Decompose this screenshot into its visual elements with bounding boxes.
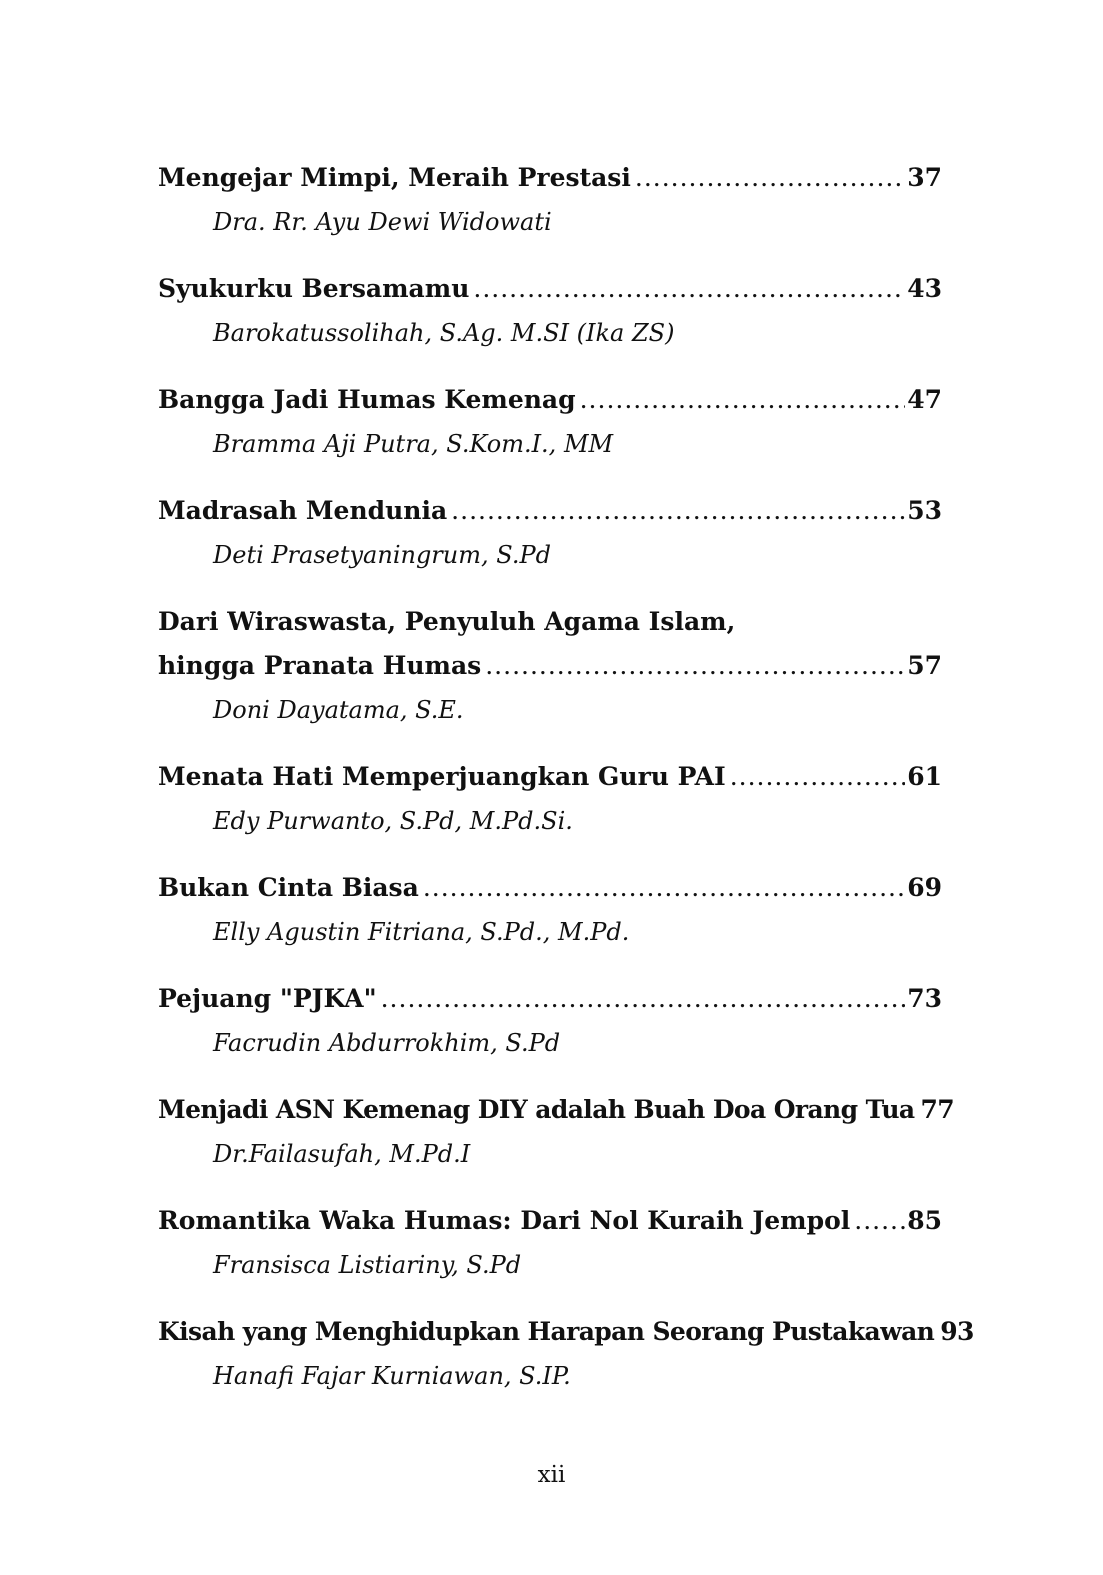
toc-page-number: 85: [907, 1206, 942, 1235]
toc-page-number: 61: [907, 762, 942, 791]
dot-leader: [381, 977, 906, 1021]
toc-page-number: 53: [907, 496, 942, 525]
toc-entry-title: Menjadi ASN Kemenag DIY adalah Buah Doa Orang Tua: [158, 1095, 915, 1124]
dot-leader: [451, 489, 905, 533]
toc-entry: [158, 755, 942, 843]
toc-entry-author: Facrudin Abdurrokhim, S.Pd: [213, 1029, 561, 1057]
toc-title-line: [158, 1310, 974, 1354]
toc-page-number: 73: [907, 984, 942, 1013]
dot-leader: [423, 866, 905, 910]
toc-entry-title: Madrasah Mendunia: [158, 496, 448, 525]
toc-title-line: [158, 489, 942, 533]
toc-entry-author: Deti Prasetyaningrum, S.Pd: [213, 541, 551, 569]
toc-entry: [158, 600, 942, 732]
dot-leader: [485, 644, 905, 688]
toc-entry-title: Bangga Jadi Humas Kemenag: [158, 385, 576, 414]
toc-title-line: [158, 866, 942, 910]
toc-entry: [158, 267, 942, 355]
toc-title-line: [158, 267, 942, 311]
dot-leader: [580, 378, 906, 422]
toc-entry: [158, 977, 942, 1065]
toc-entry-title: Syukurku Bersamamu: [158, 274, 470, 303]
toc-entry: [158, 866, 942, 954]
toc-entry-author: Barokatussolihah, S.Ag. M.SI (Ika ZS): [213, 319, 675, 347]
toc-title-line: [158, 378, 942, 422]
toc-page-number: 77: [920, 1095, 955, 1124]
toc-entry-title: Kisah yang Menghidupkan Harapan Seorang Pustakawan: [158, 1317, 935, 1346]
toc-page-number: 37: [907, 163, 942, 192]
toc-entry-author: Edy Purwanto, S.Pd, M.Pd.Si.: [213, 807, 573, 835]
toc-entry-author: Bramma Aji Putra, S.Kom.I., MM: [213, 430, 614, 458]
table-of-contents: [158, 156, 974, 1421]
dot-leader: [473, 267, 905, 311]
toc-title-line: [158, 755, 942, 799]
toc-title-line: [158, 156, 942, 200]
toc-entry: [158, 1199, 942, 1287]
toc-title-line: [158, 644, 942, 688]
toc-entry: [158, 1088, 955, 1176]
toc-page-number: 69: [907, 873, 942, 902]
toc-entry: [158, 489, 942, 577]
dot-leader: [854, 1199, 905, 1243]
toc-entry-title-first-line: Dari Wiraswasta, Penyuluh Agama Islam,: [158, 607, 736, 636]
dot-leader: [730, 755, 906, 799]
toc-entry-title: Mengejar Mimpi, Meraih Prestasi: [158, 163, 631, 192]
toc-entry: [158, 1310, 974, 1398]
toc-entry-author: Fransisca Listiariny, S.Pd: [213, 1251, 522, 1279]
toc-entry: [158, 156, 942, 244]
toc-page-number: 93: [940, 1317, 974, 1346]
toc-page-number: 57: [907, 651, 942, 680]
toc-entry-title: hingga Pranata Humas: [158, 651, 482, 680]
toc-entry-title: Pejuang "PJKA": [158, 984, 377, 1013]
toc-entry-author: Elly Agustin Fitriana, S.Pd., M.Pd.: [213, 918, 630, 946]
toc-entry-title: Menata Hati Memperjuangkan Guru PAI: [158, 762, 726, 791]
toc-title-line: [158, 977, 942, 1021]
toc-entry-author: Doni Dayatama, S.E.: [213, 696, 464, 724]
toc-entry: [158, 378, 942, 466]
toc-title-line: [158, 1088, 955, 1132]
toc-entry-author: Dra. Rr. Ayu Dewi Widowati: [213, 208, 552, 236]
toc-entry-title: Bukan Cinta Biasa: [158, 873, 419, 902]
toc-title-line: [158, 1199, 942, 1243]
toc-page-number: 43: [907, 274, 942, 303]
toc-entry-title: Romantika Waka Humas: Dari Nol Kuraih Jempol: [158, 1206, 851, 1235]
toc-entry-author: Dr.Failasufah, M.Pd.I: [213, 1140, 471, 1168]
toc-page-number: 47: [907, 385, 942, 414]
toc-entry-author: Hanafi Fajar Kurniawan, S.IP.: [213, 1362, 571, 1390]
dot-leader: [635, 156, 905, 200]
page-number-footer: xii: [537, 1462, 566, 1488]
